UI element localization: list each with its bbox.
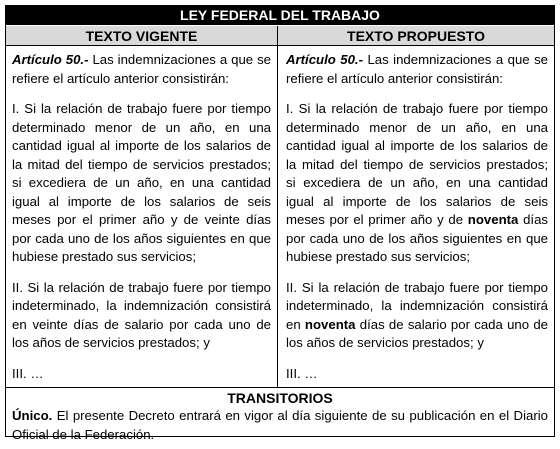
fraction-text: días por cada uno de los años siguientes en que hubiese prestado sus servicios; (286, 212, 548, 264)
fraction-i-vigente: I. Si la relación de trabajo fuere por tiempo determinado menor de un año, en una cantidad igual al importe de los salarios de la mitad del tiempo de servicios prestados; si excediera de un año, en una cantidad igual al importe de los salarios de seis meses por el primer año y de veinte días por cada uno de los años siguientes en que hubiese prestado sus servicios; (12, 101, 271, 264)
header-texto-vigente: TEXTO VIGENTE (6, 26, 278, 46)
law-title: LEY FEDERAL DEL TRABAJO (6, 6, 554, 25)
fraction-iii-vigente: III. … (12, 365, 44, 381)
changed-word: noventa (467, 212, 519, 227)
transitorios-section (6, 387, 554, 442)
column-texto-propuesto (278, 46, 554, 387)
transitorio-unico (12, 407, 548, 444)
transitorios-title: TRANSITORIOS (227, 390, 333, 406)
changed-word: noventa (304, 316, 356, 332)
fraction-i-propuesto (286, 100, 548, 267)
column-texto-vigente (6, 46, 278, 387)
fraction-text: II. Si la relación de trabajo fuere por tiempo indeterminado, la indemnización consistirá en (286, 279, 548, 332)
article-50-propuesto (286, 51, 548, 88)
fraction-ii-propuesto (286, 279, 548, 353)
article-50-vigente (12, 51, 271, 88)
fraction-text: días de salario por cada uno de los años de servicios prestados; y (286, 316, 548, 350)
article-intro: Las indemnizaciones a que se refiere el artículo anterior consistirán: (286, 52, 548, 86)
transitorio-label: Único. (12, 408, 53, 423)
law-comparison-table (5, 5, 555, 442)
fraction-ii-vigente: II. Si la relación de trabajo fuere por tiempo indeterminado, la indemnización consistirá en veinte días de salario por cada uno de los años de servicios prestados; y (12, 279, 271, 350)
article-intro: Las indemnizaciones a que se refiere el artículo anterior consistirán: (12, 52, 271, 86)
fraction-iii-propuesto: III. … (286, 365, 318, 381)
fraction-text: I. Si la relación de trabajo fuere por tiempo determinado menor de un año, en una cantidad igual al importe de los salarios de la mitad del tiempo de servicios prestados; si excediera de un año, en una cantidad igual al importe de los salarios de seis meses por el primer año y de (286, 101, 548, 227)
article-label: Artículo 50.- (12, 52, 89, 67)
transitorio-text: El presente Decreto entrará en vigor al día siguiente de su publicación en el Diario Oficial de la Federación. (12, 408, 548, 442)
header-texto-propuesto: TEXTO PROPUESTO (278, 26, 554, 46)
article-label: Artículo 50.- (286, 52, 363, 67)
